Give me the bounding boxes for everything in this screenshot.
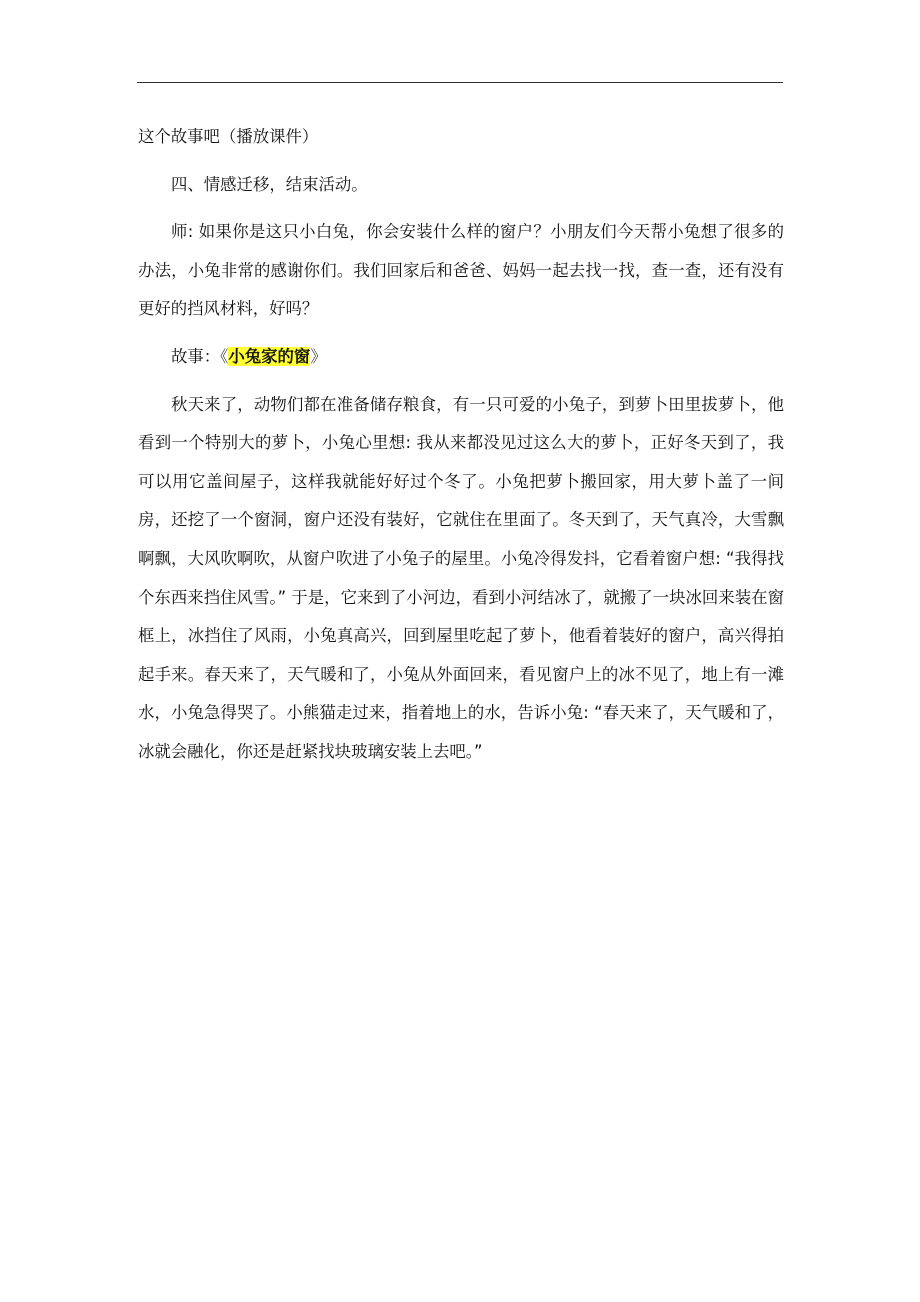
document-body	[138, 118, 784, 781]
paragraph-story-title	[138, 338, 784, 377]
story-title-prefix: 故事：《	[171, 346, 229, 366]
paragraph-story-intro: 这个故事吧（播放课件）	[138, 127, 319, 146]
story-title-suffix: 》	[310, 346, 327, 366]
paragraph-teacher-speech: 师: 如果你是这只小白兔，你会安装什么样的窗户？小朋友们今天帮小兔想了很多的办法，小兔非常的感谢你们。我们回家后和爸爸、妈妈一起去找一找，查一查，还有没有更好的挡风材料，好吗？	[138, 222, 784, 319]
paragraph-section-heading: 四、情感迁移，结束活动。	[171, 174, 368, 194]
story-title-highlight: 小兔家的窗	[228, 346, 311, 366]
paragraph-story-text: 秋天来了，动物们都在准备储存粮食，有一只可爱的小兔子，到萝卜田里拔萝卜，他看到一个特别大的萝卜，小兔心里想: 我从来都没见过这么大的萝卜，正好冬天到了，我可以用它盖间屋子，这样我就能好好过个冬了。小兔把萝卜搬回家，用大萝卜盖了一间房，还挖了一个窗洞，窗户还没有装好，它就住在里面了。冬天到了，天气真冷，大雪飘啊飘，大风吹啊吹，从窗户吹进了小兔子的屋里。小兔冷得发抖，它看着窗户想: “我得找个东西来挡住风雪。” 于是，它来到了小河边，看到小河结冰了，就搬了一块冰回来装在窗框上，冰挡住了风雨，小兔真高兴，回到屋里吃起了萝卜，他看着装好的窗户，高兴得拍起手来。春天来了，天气暖和了，小兔从外面回来，看见窗户上的冰不见了，地上有一滩水，小兔急得哭了。小熊猫走过来，指着地上的水，告诉小兔: “春天来了，天气暖和了，冰就会融化，你还是赶紧找块玻璃安装上去吧。”	[138, 394, 784, 761]
header-rule	[137, 82, 783, 83]
